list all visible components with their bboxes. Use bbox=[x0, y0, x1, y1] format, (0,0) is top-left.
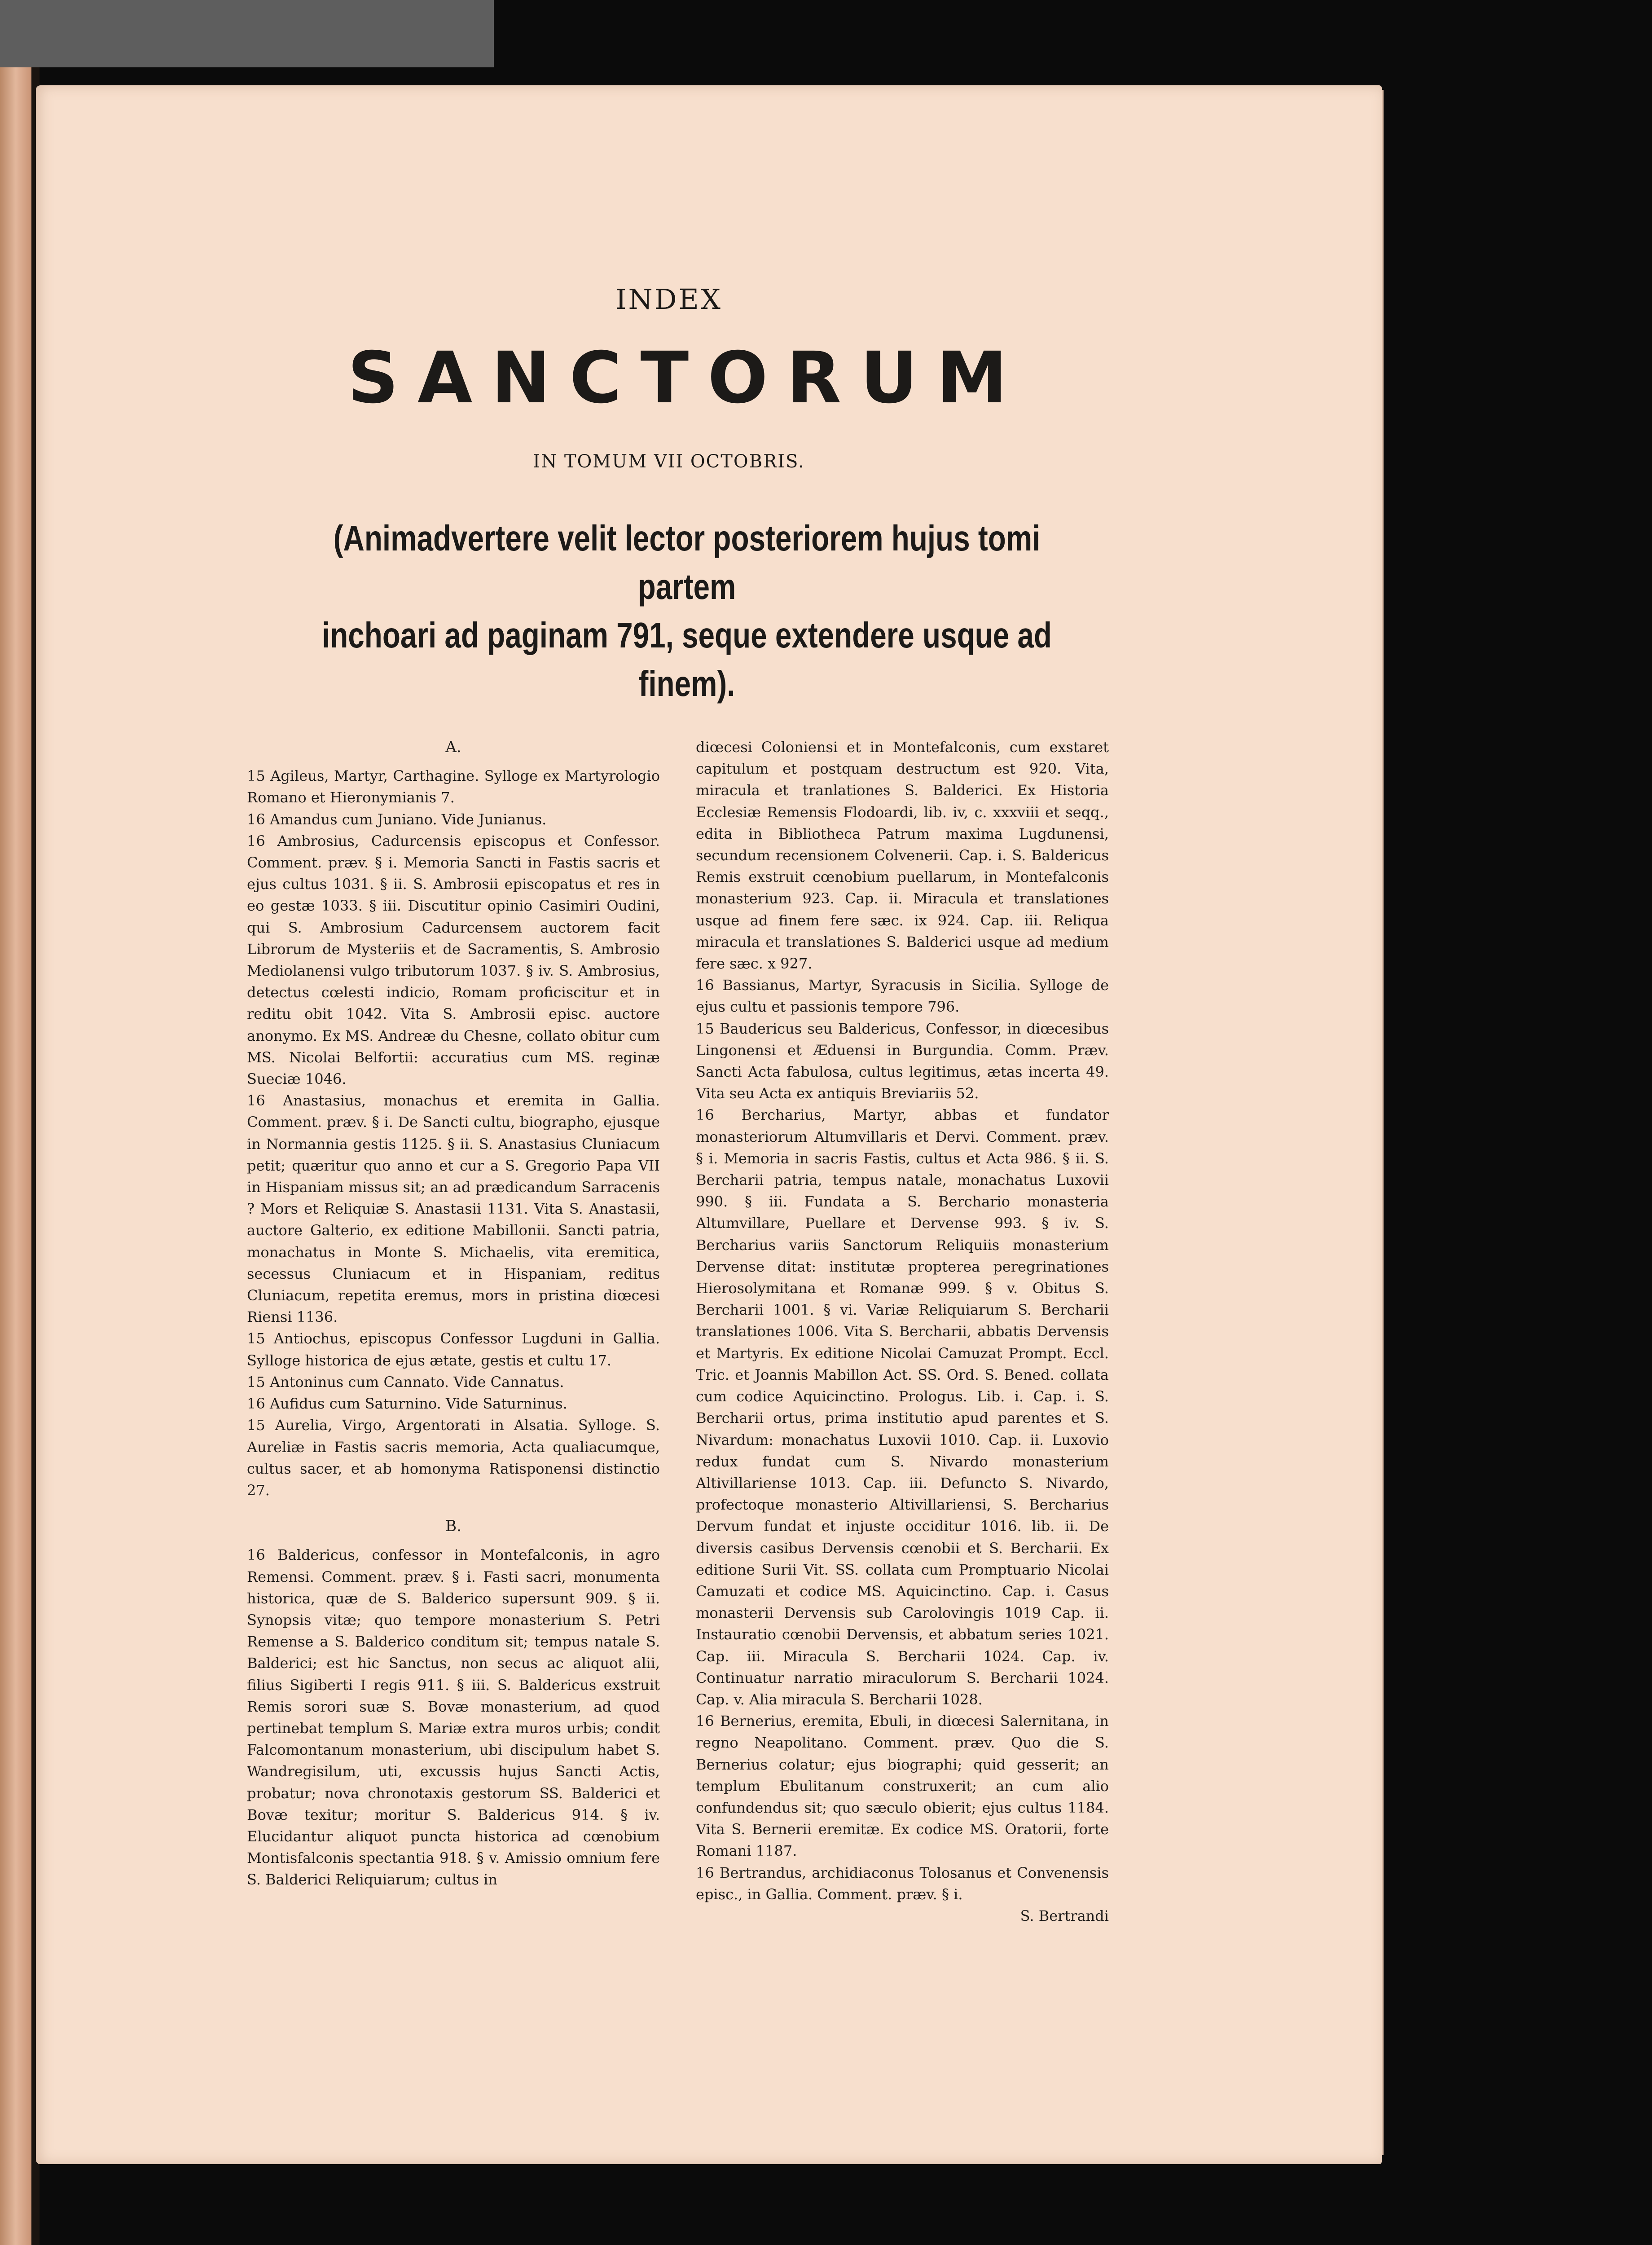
index-entry: 16 Baldericus, confessor in Montefalconis, in agro Remensi. Comment. præv. § i. Fasti sacri, monumenta historica, quæ de S. Balderico supersunt 909. § ii. Synopsis vitæ; quo tempore monasterium S. Petri Remense a S. Balderico conditum sit; tempus natale S. Balderici; est hic Sanctus, non secus ac aliquot alii, filius Sigiberti I regis 911. § iii. S. Baldericus exstruit Remis sorori suæ S. Bovæ monasterium, ad quod pertinebat templum S. Mariæ extra muros urbis; condit Falcomontanum monasterium, ubi discipulum habet S. Wandregisilum, uti, excussis hujus Sancti Actis, probatur; nova chronotaxis gestorum SS. Balderici et Bovæ texitur; moritur S. Baldericus 914. § iv. Elucidantur aliquot puncta historica ad cœnobium Montisfalconis spectantia 918. § v. Amissio omnium fere S. Balderici Reliquiarum; cultus in bbox=[247, 1546, 660, 1888]
section-letter-b: B. bbox=[445, 1517, 461, 1536]
index-entry: 15 Agileus, Martyr, Carthagine. Sylloge ex Martyrologio Romano et Hieronymianis 7. bbox=[247, 767, 660, 806]
reader-note-line-1: (Animadvertere velit lector posteriorem hujus tomi partem bbox=[333, 518, 1041, 607]
index-entry: 16 Bernerius, eremita, Ebuli, in diœcesi Salernitana, in regno Neapolitano. Comment. præv. Quo die S. Bernerius colatur; ejus biographi; quid gesserit; an templum Ebulitanum construxerit; an cum alio confundendus sit; quo sæculo obierit; ejus cultus 1184. Vita S. Bernerii eremitæ. Ex codice MS. Oratorii, forte Romani 1187. bbox=[696, 1712, 1109, 1860]
section-letter-a: A. bbox=[445, 738, 461, 756]
catchword: S. Bertrandi bbox=[1020, 1907, 1109, 1924]
index-entry: 16 Bertrandus, archidiaconus Tolosanus et Convenensis episc., in Gallia. Comment. præv. § i. bbox=[696, 1864, 1109, 1903]
page bbox=[36, 85, 1382, 2164]
index-entry: 16 Amandus cum Juniano. Vide Junianus. bbox=[247, 810, 547, 828]
index-entry: 15 Baudericus seu Baldericus, Confessor, in diœcesibus Lingonensi et Æduensi in Burgundia. Comm. Præv. Sancti Acta fabulosa, cultus legitimus, ætas incerta 49. Vita seu Acta ex antiquis Breviariis 52. bbox=[696, 1020, 1109, 1102]
right-column bbox=[696, 736, 1109, 1927]
reader-note-line-2: inchoari ad paginam 791, seque extendere usque ad finem). bbox=[322, 615, 1052, 704]
index-entry: 15 Antiochus, episcopus Confessor Lugduni in Gallia. Sylloge historica de ejus ætate, gestis et cultu 17. bbox=[247, 1330, 660, 1369]
page-title: SANCTORUM bbox=[347, 337, 1026, 419]
index-entry: 16 Bassianus, Martyr, Syracusis in Sicilia. Sylloge de ejus cultu et passionis tempore 796. bbox=[696, 977, 1109, 1016]
index-entry: 16 Anastasius, monachus et eremita in Gallia. Comment. præv. § i. De Sancti cultu, biographo, ejusque in Normannia gestis 1125. § ii. S. Anastasius Cluniacum petit; quæritur quo anno et cur a S. Gregorio Papa VII in Hispaniam missus sit; an ad prædicandum Sarracenis ? Mors et Reliquiæ S. Anastasii 1131. Vita S. Anastasii, auctore Galterio, ex editione Mabillonii. Sancti patria, monachatus in Monte S. Michaelis, vita eremitica, secessus Cluniacum et in Hispaniam, reditus Cluniacum, repetita eremus, mors in pristina diœcesi Riensi 1136. bbox=[247, 1092, 660, 1326]
index-entry: 15 Aurelia, Virgo, Argentorati in Alsatia. Sylloge. S. Aureliæ in Fastis sacris memoria, Acta qualiacumque, cultus sacer, et ab homonyma Ratisponensi distinctio 27. bbox=[247, 1417, 660, 1499]
index-entry: diœcesi Coloniensi et in Montefalconis, cum exstaret capitulum et postquam destructum est 920. Vita, miracula et tranlationes S. Balderici. Ex Historia Ecclesiæ Remensis Flodoardi, lib. iv, c. xxxviii et seqq., edita in Bibliotheca Patrum maxima Lugdunensi, secundum recensionem Colvenerii. Cap. i. S. Baldericus Remis exstruit cœnobium puellarum, in Montefalconis monasterium 923. Cap. ii. Miracula et translationes usque ad finem fere sæc. ix 924. Cap. iii. Reliqua miracula et translationes S. Balderici usque ad medium fere sæc. x 927. bbox=[696, 739, 1109, 973]
left-column bbox=[247, 736, 660, 1891]
index-heading: INDEX bbox=[615, 283, 722, 316]
index-entry: 16 Bercharius, Martyr, abbas et fundator monasteriorum Altumvillaris et Dervi. Comment. præv. § i. Memoria in sacris Fastis, cultus et Acta 986. § ii. S. Bercharii patria, tempus natale, monachatus Luxovii 990. § iii. Fundata a S. Berchario monasteria Altumvillare, Puellare et Dervense 993. § iv. S. Bercharius variis Sanctorum Reliquiis monasterium Dervense ditat: institutæ propterea peregrinationes Hierosolymitana et Romanæ 999. § v. Obitus S. Bercharii 1001. § vi. Variæ Reliquiarum S. Bercharii translationes 1006. Vita S. Bercharii, abbatis Dervensis et Martyris. Ex editione Nicolai Camuzat Prompt. Eccl. Tric. et Joannis Mabillon Act. SS. Ord. S. Bened. collata cum codice Aquicinctino. Prologus. Lib. i. Cap. i. S. Bercharii ortus, prima institutio apud parentes et S. Nivardum: monachatus Luxovii 1010. Cap. ii. Luxovio redux fundat cum S. Nivardo monasterium Altivillariense 1013. Cap. iii. Defuncto S. Nivardo, profectoque monasterio Altivillariensi, S. Bercharius Dervum fundat et injuste occiditur 1016. lib. ii. De diversis casibus Dervensis cœnobii et S. Bercharii. Ex editione Surii Vit. SS. collata cum Promptuario Nicolai Camuzati et codice MS. Aquicinctino. Cap. i. Casus monasterii Dervensis sub Carolovingis 1019 Cap. ii. Instauratio cœnobii Dervensis, et abbatum series 1021. Cap. iii. Miracula S. Bercharii 1024. Cap. iv. Continuatur narratio miraculorum S. Bercharii 1024. Cap. v. Alia miracula S. Bercharii 1028. bbox=[696, 1106, 1109, 1708]
volume-subtitle: IN TOMUM VII OCTOBRIS. bbox=[533, 451, 805, 472]
facing-page-edge bbox=[0, 67, 31, 2245]
index-entry: 16 Aufidus cum Saturnino. Vide Saturninus. bbox=[247, 1395, 567, 1413]
scanner-bed-strip bbox=[0, 0, 494, 67]
index-entry: 15 Antoninus cum Cannato. Vide Cannatus. bbox=[247, 1373, 564, 1391]
index-entry: 16 Ambrosius, Cadurcensis episcopus et Confessor. Comment. præv. § i. Memoria Sancti in Fastis sacris et ejus cultus 1031. § ii. S. Ambrosii episcopatus et res in eo gestæ 1033. § iii. Discutitur opinio Casimiri Oudini, qui S. Ambrosium Cadurcensem auctorem facit Librorum de Mysteriis et de Sacramentis, S. Ambrosio Mediolanensi vulgo tributorum 1037. § iv. S. Ambrosius, detectus cœlesti indicio, Romam proficiscitur et in reditu obit 1042. Vita S. Ambrosii episc. auctore anonymo. Ex MS. Andreæ du Chesne, collato obitur cum MS. Nicolai Belfortii: accuratius cum MS. reginæ Sueciæ 1046. bbox=[247, 832, 660, 1088]
reader-note bbox=[308, 514, 1066, 708]
